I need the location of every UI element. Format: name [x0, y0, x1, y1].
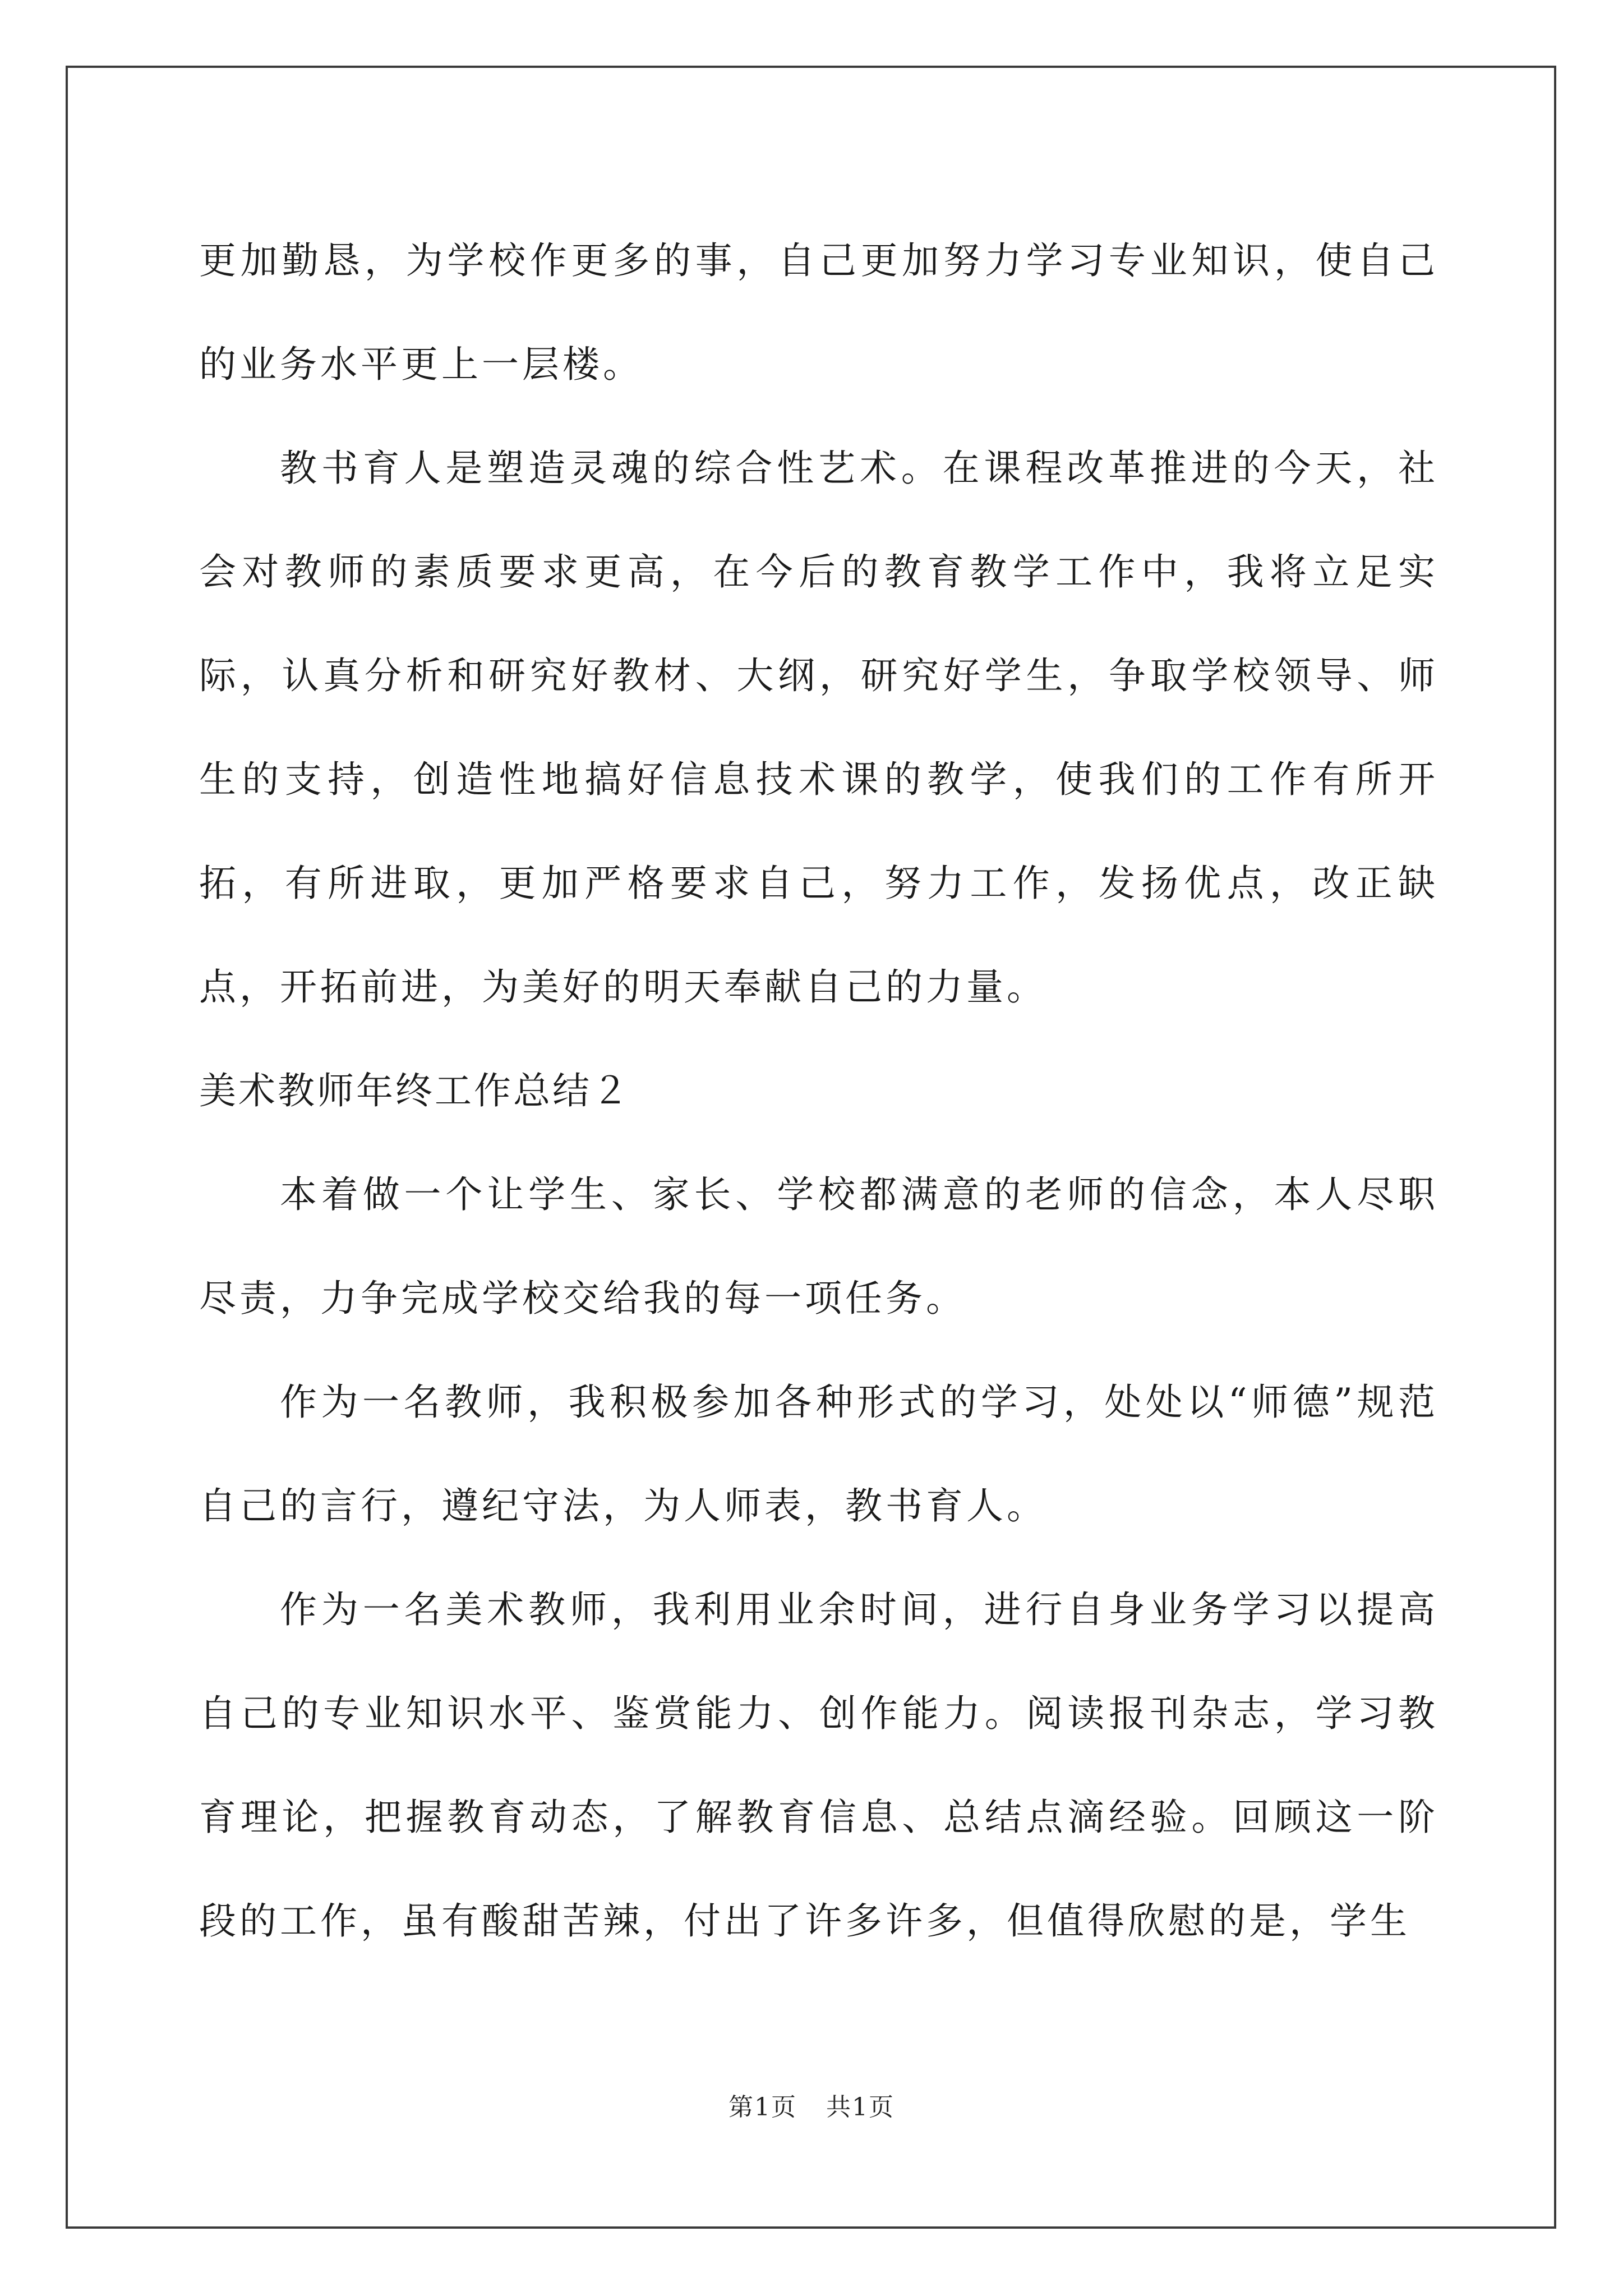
page-footer	[0, 2087, 1623, 2123]
paragraph-ethics: 作为一名教师，我积极参加各种形式的学习，处处以“师德”规范自己的言行，遵纪守法，为人师表，教书育人。	[199, 1381, 1438, 1527]
document-body	[199, 209, 1438, 1973]
page-total: 共1页	[826, 2093, 895, 2122]
paragraph-belief: 本着做一个让学生、家长、学校都满意的老师的信念，本人尽职尽责，力争完成学校交给我的每一项任务。	[199, 1173, 1438, 1320]
section-heading: 美术教师年终工作总结２	[199, 1069, 631, 1112]
paragraph-continued: 更加勤恳，为学校作更多的事，自己更加努力学习专业知识，使自己的业务水平更上一层楼。	[199, 239, 1438, 386]
paragraph-teaching: 教书育人是塑造灵魂的综合性艺术。在课程改革推进的今天，社会对教师的素质要求更高，在今后的教育教学工作中，我将立足实际，认真分析和研究好教材、大纲，研究好学生，争取学校领导、师生的支持，创造性地搞好信息技术课的教学，使我们的工作有所开拓，有所进取，更加严格要求自己，努力工作，发扬优点，改正缺点，开拓前进，为美好的明天奉献自己的力量。	[199, 447, 1438, 1009]
paragraph-study: 作为一名美术教师，我利用业余时间，进行自身业务学习以提高自己的专业知识水平、鉴赏能力、创作能力。阅读报刊杂志，学习教育理论，把握教育动态，了解教育信息、总结点滴经验。回顾这一阶段的工作，虽有酸甜苦辣，付出了许多许多，但值得欣慰的是，学生	[199, 1588, 1438, 1943]
page-number: 第1页	[728, 2093, 797, 2122]
